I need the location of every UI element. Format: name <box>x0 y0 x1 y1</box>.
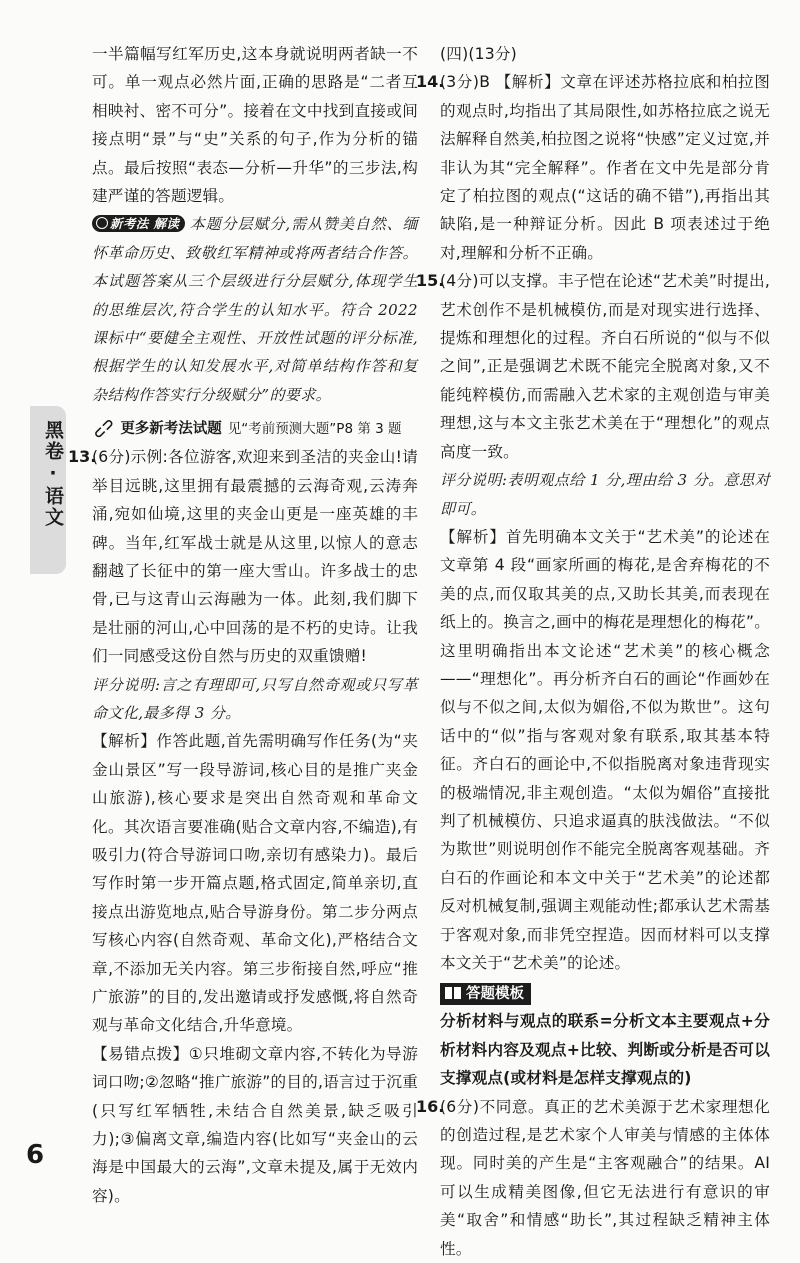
question-16 <box>416 1093 770 1263</box>
more-title: 更多新考法试题 <box>120 421 222 438</box>
error-tips: 【易错点拨】①只堆砌文章内容,不转化为导游词口吻;②忽略“推广旅游”的目的,语言过于沉重(只写红军牺牲,未结合自然美景,缺乏吸引力);③偏离文章,编造内容(比如写“夹金山的云海是中国最大的云海”,文章未提及,属于无效内容)。 <box>92 1044 418 1205</box>
question-14 <box>416 68 770 267</box>
link-icon: ⊂⊃ <box>89 415 119 444</box>
answer-text: (6分)不同意。真正的艺术美源于艺术家理想化的创造过程,是艺术家个人审美与情感的主体体现。同时美的产生是“主客观融合”的结果。AI 可以生成精美图像,但它无法进行有意识的审美“取舍”和情感“助长”,其过程缺乏精神主体性。 <box>440 1097 770 1258</box>
scoring-note: 评分说明:言之有理即可,只写自然奇观或只写革命文化,最多得 3 分。 <box>92 675 418 722</box>
right-column <box>416 40 770 1263</box>
side-tab <box>30 406 66 574</box>
question-number: 15. <box>416 271 445 291</box>
question-number: 16. <box>416 1096 445 1116</box>
answer-text: (3分)B 【解析】文章在评述苏格拉底和柏拉图的观点时,均指出了其局限性,如苏格拉底之说无法解释自然美,柏拉图之说将“快感”定义过宽,并非认为其“完全解释”。作者在文中先是部分肯定了柏拉图的观点(“这话的确不错”),再指出其缺陷,是一种辩证分析。因此 B 项表述过于绝对,理解和分析不正确。 <box>440 73 770 262</box>
answer-text: (6分)示例:各位游客,欢迎来到圣洁的夹金山!请举目远眺,这里拥有最震撼的云海奇观,云涛奔涌,宛如仙境,这里的夹金山更是一座英雄的丰碑。当年,红军战士就是从这里,以惊人的意志翻越了长征中的第一座大雪山。许多战士的忠骨,已与这青山云海融为一体。此刻,我们脚下是壮丽的河山,心中回荡的是不朽的史诗。让我们一同感受这份自然与历史的双重馈赠! <box>92 448 418 666</box>
question-number: 13. <box>68 447 97 467</box>
answer-template-heading <box>440 983 531 1005</box>
scoring-note: 评分说明:表明观点给 1 分,理由给 3 分。意思对即可。 <box>440 471 770 518</box>
more-questions-link[interactable] <box>89 415 418 444</box>
template-title: 答题模板 <box>466 986 524 1003</box>
page-number: 6 <box>26 1140 45 1170</box>
question-13 <box>68 443 418 1210</box>
side-tab-label: 黑卷·语文 <box>42 420 64 528</box>
paragraph: 一半篇幅写红军历史,这本身就说明两者缺一不可。单一观点必然片面,正确的思路是“二者互相映衬、密不可分”。接着在文中找到直接或间接点明“景”与“史”关系的句子,作为分析的锚点。最后按照“表态—分析—升华”的三步法,构建严谨的答题逻辑。 <box>92 45 418 206</box>
question-number: 14. <box>416 72 445 92</box>
new-method-note <box>92 210 418 409</box>
note-text: 本题分层赋分,需从赞美自然、缅怀革命历史、致敬红军精神或将两者结合作答。本试题答案从三个层级进行分层赋分,体现学生的思维层次,符合学生的认知水平。符合 2022 课标中“要健全主观性、开放性试题的评分标准,根据学生的认知发展水平,对简单结构作答和复杂结构作答实行分级赋分”的要求。 <box>92 215 418 404</box>
book-icon <box>445 987 461 999</box>
new-method-badge <box>92 215 185 232</box>
answer-template-text: 分析材料与观点的联系=分析文本主要观点+分析材料内容及观点+比较、判断或分析是否可以支撑观点(或材料是怎样支撑观点的) <box>440 1012 770 1088</box>
analysis-text: 【解析】作答此题,首先需明确写作任务(为“夹金山景区”写一段导游词,核心目的是推广夹金山旅游),核心要求是突出自然奇观和革命文化。其次语言要准确(贴合文章内容,不编造),有吸引力(符合导游词口吻,亲切有感染力)。最后写作时第一步开篇点题,格式固定,简单亲切,直接点出游览地点,贴合导游身份。第二步分两点写核心内容(自然奇观、革命文化),严格结合文章,不添加无关内容。第三步衔接自然,呼应“推广旅游”的目的,发出邀请或抒发感慨,将自然奇观与革命文化结合,升华意境。 <box>92 732 418 1035</box>
analysis-text: 【解析】首先明确本文关于“艺术美”的论述在文章第 4 段“画家所画的梅花,是舍弃梅花的不美的点,而仅取其美的点,又助长其美,而表现在纸上的。换言之,画中的梅花是理想化的梅花”。这里明确指出本文论述“艺术美”的核心概念——“理想化”。再分析齐白石的画论“作画妙在似与不似之间,太似为媚俗,不似为欺世”。这句话中的“似”指与客观对象有联系,取其基本特征。齐白石的画论中,不似指脱离对象违背现实的极端情况,非主观创造。“太似为媚俗”直接批判了机械模仿、只追求逼真的肤浅做法。“不似为欺世”则说明创作不能完全脱离客观基础。齐白石的作画论和本文中关于“艺术美”的论述都反对机械复制,强调主观能动性;都承认艺术需基于客观对象,而非凭空捏造。因而材料可以支撑本文关于“艺术美”的论述。 <box>440 527 770 972</box>
magnifier-icon <box>96 217 108 229</box>
badge-label: 新考法 解读 <box>110 216 180 232</box>
answer-text: (4分)可以支撑。丰子恺在论述“艺术美”时提出,艺术创作不是机械模仿,而是对现实进行选择、提炼和理想化的过程。齐白石所说的“似与不似之间”,正是强调艺术既不能完全脱离对象,又不能纯粹模仿,而需融入艺术家的主观创造与审美理想,这与本文主张艺术美在于“理想化”的观点高度一致。 <box>440 272 770 461</box>
section-heading: (四)(13分) <box>440 45 517 63</box>
question-15 <box>416 267 770 977</box>
more-sub: 见“考前预测大题”P8 第 3 题 <box>227 421 402 438</box>
left-column <box>68 40 418 1210</box>
